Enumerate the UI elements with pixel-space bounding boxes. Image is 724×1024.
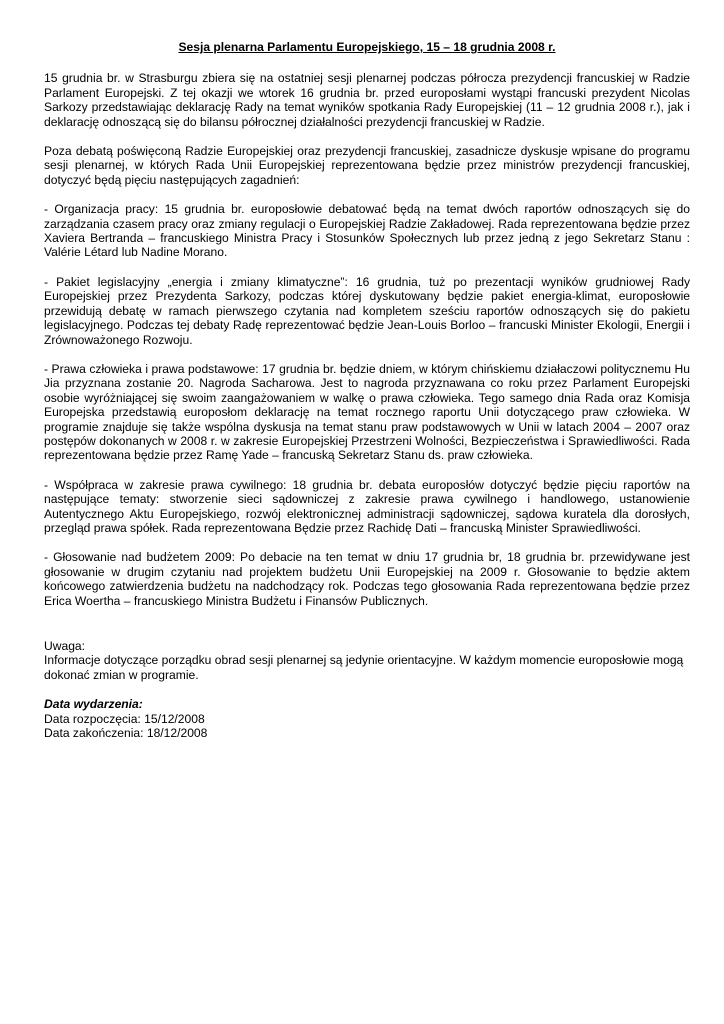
document-title: Sesja plenarna Parlamentu Europejskiego, 15 – 18 grudnia 2008 r. <box>178 40 556 54</box>
event-heading: Data wydarzenia: <box>44 697 143 712</box>
paragraph-work-organisation: - Organizacja pracy: 15 grudnia br. europosłowie debatować będą na temat dwóch raportów odnoszących się do zarządzania czasem pracy oraz zmiany regulacji o Europejskiej Radzie Zakładowej. Rada reprezentowana będzie przez Xaviera Bertranda – francuskiego Ministra Pracy i Stosunków Społecznych lub przez jedną z jego Sekretarz Stanu : Valérie Létard lub Nadine Morano. <box>44 202 690 260</box>
paragraph-human-rights: - Prawa człowieka i prawa podstawowe: 17 grudnia br. będzie dniem, w którym chińskiemu działaczowi politycznemu Hu Jia przyznana zostanie 20. Nagroda Sacharowa. Jest to nagroda przyznawana co roku przez Parlament Europejski osobie wyróżniającej się swoim zaangażowaniem w walkę o prawa człowieka. Tego samego dnia Rada oraz Komisja Europejska przedstawią europosłom deklarację na temat rocznego raportu Unii dotyczącego praw człowieka. W programie znajduje się także wspólna dyskusja na temat stanu praw podstawowych w Unii w latach 2004 – 2007 oraz postępów dokonanych w 2008 r. w zakresie Europejskiej Przestrzeni Wolności, Bezpieczeństwa i Sprawiedliwości. Rada reprezentowana będzie przez Ramę Yade – francuską Sekretarz Stanu ds. praw człowieka. <box>44 361 690 463</box>
notice-label: Uwaga: <box>44 639 86 653</box>
paragraph-civil-law: - Współpraca w zakresie prawa cywilnego: 18 grudnia br. debata europosłów dotyczyć będzie pięciu raportów na następujące tematy: stworzenie sieci sądowniczej z zakresie prawa cywilnego i handlowego, ustanowienie Autentycznego Aktu Europejskiego, rozwój elektronicznej administracji sądowniczej, sądowa kuratela dla dorosłych, przegląd prawa spółek. Rada reprezentowana Będzie przez Rachidę Dati – francuską Minister Sprawiedliwości. <box>44 477 690 535</box>
event-start-date: Data rozpoczęcia: 15/12/2008 <box>44 711 205 726</box>
paragraph-budget-vote: - Głosowanie nad budżetem 2009: Po debacie na ten temat w dniu 17 grudnia br, 18 grudnia br. przewidywane jest głosowanie w drugim czytaniu nad projektem budżetu Unii Europejskiej na 2009 r. Głosowanie to będzie aktem końcowego zatwierdzenia budżetu na nadchodzący rok. Podczas tego głosowania Rada reprezentowana będzie przez Erica Woertha – francuskiego Ministra Budżetu i Finansów Publicznych. <box>44 550 690 608</box>
document-page <box>44 40 690 740</box>
notice-section <box>44 639 690 682</box>
notice-text: Informacje dotyczące porządku obrad sesji plenarnej są jedynie orientacyjne. W każdym momencie europosłowie mogą dokonać zmian w programie. <box>44 653 684 682</box>
event-dates-section <box>44 697 690 740</box>
paragraph-energy-climate: - Pakiet legislacyjny „energia i zmiany klimatyczne”: 16 grudnia, tuż po prezentacji wyników grudniowej Rady Europejskiej przez Prezydenta Sarkozy, podczas której dyskutowany będzie pakiet energia-klimat, europosłowie przewidują debatę w ramach pierwszego czytania nad kompletem sześciu raportów odnoszących się do pakietu legislacyjnego. Podczas tej debaty Radę reprezentować będzie Jean-Louis Borloo – francuski Minister Ekologii, Energii i Zrównoważonego Rozwoju. <box>44 274 690 347</box>
paragraph-topics-intro: Poza debatą poświęconą Radzie Europejskiej oraz prezydencji francuskiej, zasadnicze dyskusje wpisane do programu sesji plenarnej, w których Rada Unii Europejskiej reprezentowana będzie przez ministrów prezydencji francuskiej, dotyczyć będą pięciu następujących zagadnień: <box>44 144 690 187</box>
paragraph-intro: 15 grudnia br. w Strasburgu zbiera się na ostatniej sesji plenarnej podczas półrocza prezydencji francuskiej w Radzie Parlament Europejski. Z tej okazji we wtorek 16 grudnia br. przed europosłami wystąpi francuski prezydent Nicolas Sarkozy przedstawiając deklarację Rady na temat wyników spotkania Rady Europejskiej (11 – 12 grudnia 2008 r.), jak i deklarację odnoszącą się do bilansu półrocznej działalności prezydencji francuskiej w Radzie. <box>44 71 690 129</box>
event-end-date: Data zakończenia: 18/12/2008 <box>44 726 208 741</box>
